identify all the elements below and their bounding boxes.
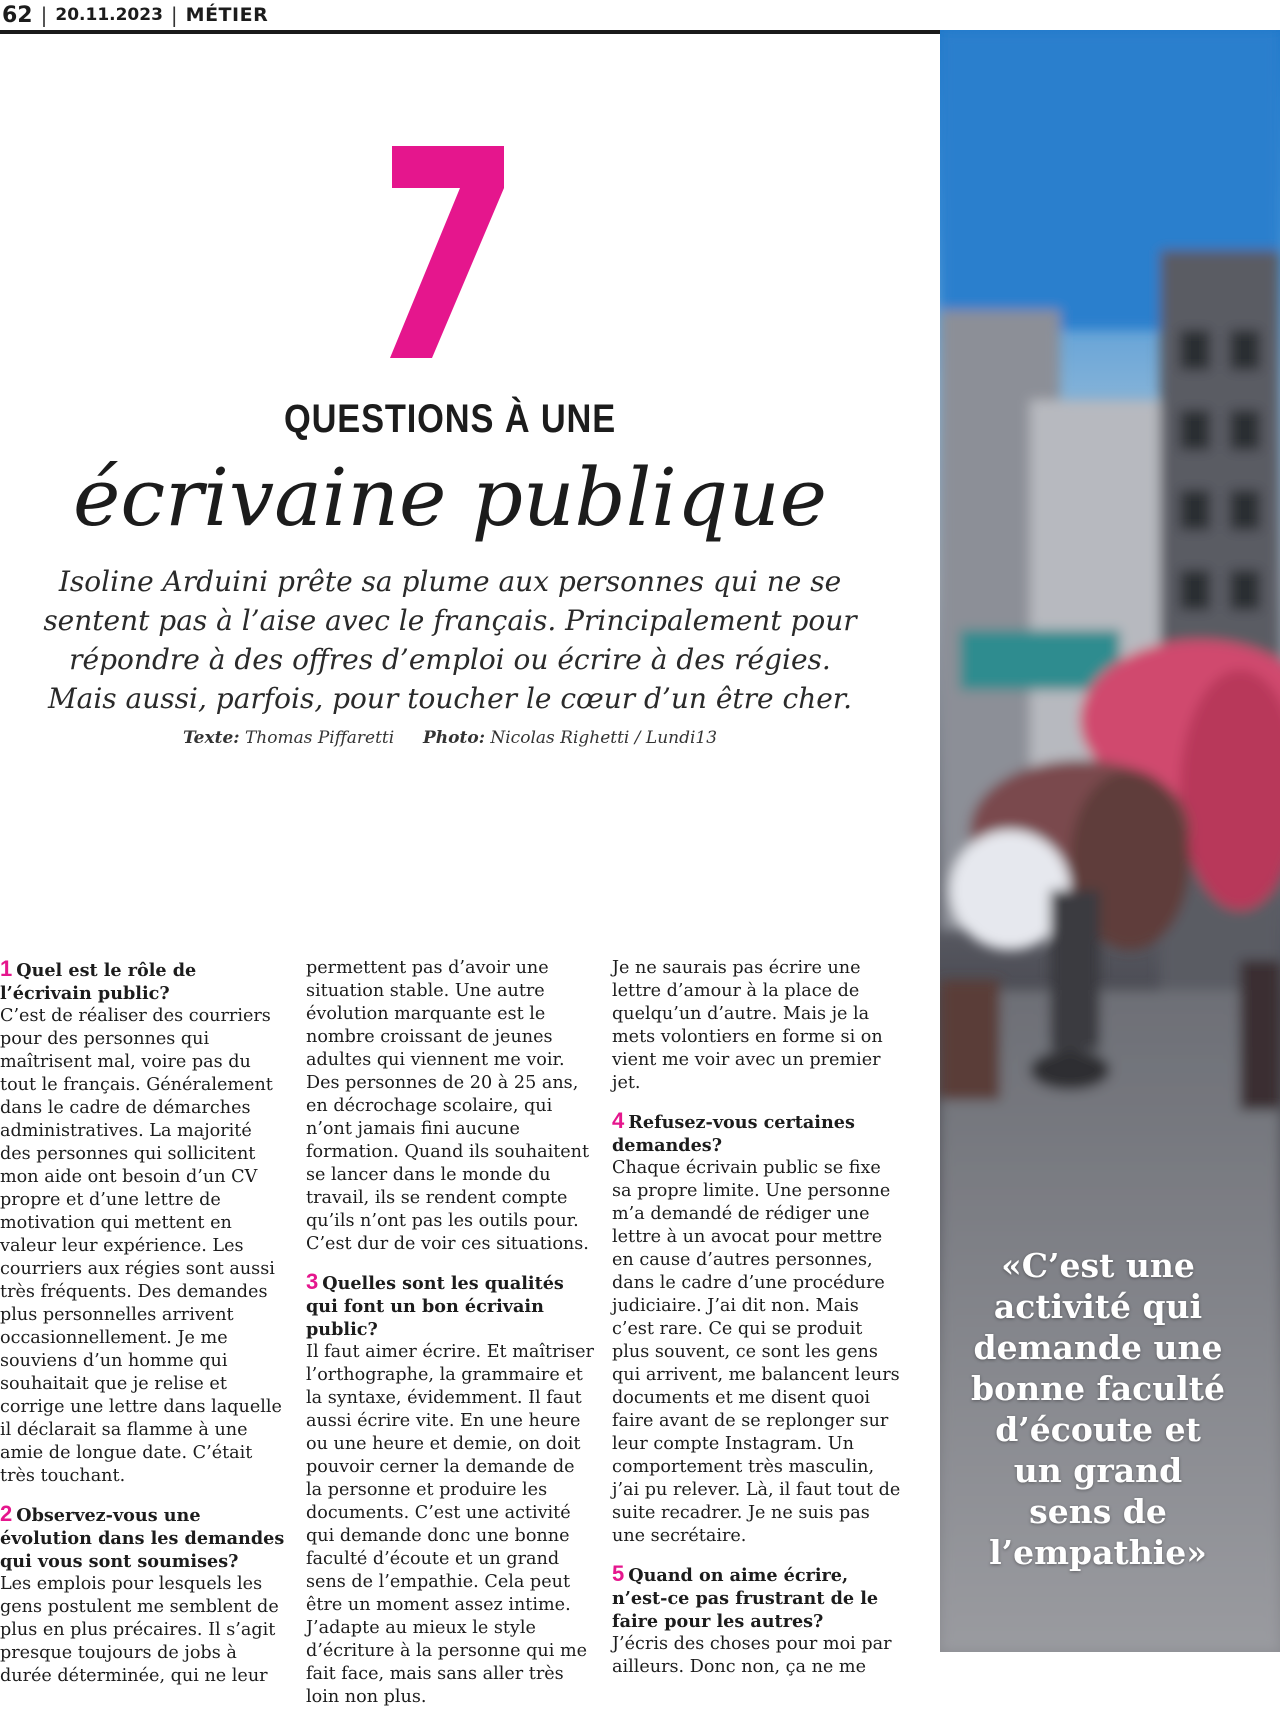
headline-title: écrivaine publique [73, 451, 827, 544]
answer-3: Il faut aimer écrire. Et maîtriser l’orthographe, la grammaire et la syntaxe, évidemment. Il faut aussi écrire vite. En une heure ou une heure et demie, on doit pouvoir cerner la demande de la personne et produire les documents. C’est une activité qui demande donc une bonne faculté d’écoute et un grand sens de l’empathie. Cela peut être un moment assez intime. J’adapte au mieux le style d’écriture à la personne qui me fait face, mais sans aller très loin non plus. [306, 1342, 594, 1707]
question-3 [306, 1270, 596, 1341]
answer-4: Chaque écrivain public se fixe sa propre limite. Une personne m’a demandé de rédiger une lettre à un avocat pour mettre en cause d’autres personnes, dans le cadre d’une procédure judiciaire. J’ai dit non. Mais c’est rare. Ce qui se produit plus souvent, ce sont les gens qui arrivent, me balancent leurs documents et me disent quoi faire avant de se replonger sur leur compte Instagram. Un comportement très masculin, j’ai pu relever. Là, il faut tout de suite recadrer. Je ne suis pas une secrétaire. [612, 1158, 901, 1546]
question-number: 4 [612, 1108, 625, 1133]
page-number: 62 [2, 2, 33, 28]
answer-5: J’écris des choses pour moi par ailleurs. Donc non, ça ne me [612, 1634, 892, 1677]
text-credit-author: Thomas Piffaretti [244, 728, 395, 748]
header-separator: | [40, 3, 48, 27]
question-4 [612, 1109, 902, 1157]
question-5 [612, 1562, 902, 1633]
running-header [0, 0, 942, 34]
answer-2-continued: permettent pas d’avoir une situation stable. Une autre évolution marquante est le nombre croissant de jeunes adultes qui viennent me voir. Des personnes de 20 à 25 ans, en décrochage scolaire, qui n’ont jamais fini aucune formation. Quand ils souhaitent se lancer dans le monde du travail, ils se rendent compte qu’ils n’ont pas les outils pour. C’est dur de voir ces situations. [306, 958, 590, 1254]
question-1 [0, 957, 285, 1005]
issue-date: 20.11.2023 [55, 5, 163, 25]
question-text: Observez-vous une évolution dans les demandes qui vous sont soumises? [0, 1505, 285, 1572]
number-seven-glyph [390, 146, 504, 358]
lead-paragraph: Isoline Arduini prête sa plume aux personnes qui ne se sentent pas à l’aise avec le français. Principalement pour répondre à des offres d’emploi ou écrire à des régies. Mais aussi, parfois, pour toucher le cœur d’un être cher. [43, 565, 857, 715]
headline-number [388, 128, 508, 376]
article-column-1 [0, 957, 285, 1688]
question-number: 3 [306, 1269, 319, 1294]
text-credit-label: Texte: [182, 728, 240, 748]
question-2 [0, 1502, 285, 1573]
answer-2: Les emplois pour lesquels les gens postulent me semblent de plus en plus précaires. Il s’agit presque toujours de jobs à durée déterminée, qui ne leur [0, 1574, 279, 1686]
question-text: Refusez-vous certaines demandes? [612, 1112, 855, 1156]
credits [0, 728, 900, 748]
question-text: Quelles sont les qualités qui font un bon écrivain public? [306, 1273, 564, 1340]
header-separator: | [170, 3, 178, 27]
section-rubric: MÉTIER [185, 4, 269, 26]
question-number: 2 [0, 1501, 13, 1526]
headline-kicker: QUESTIONS À UNE [283, 397, 617, 441]
question-number: 1 [0, 956, 13, 981]
article-column-2 [306, 957, 596, 1709]
question-text: Quand on aime écrire, n’est-ce pas frustrant de le faire pour les autres? [612, 1565, 879, 1632]
photo-credit-author: Nicolas Righetti / Lundi13 [490, 728, 718, 748]
pull-quote: «C’est une activité qui demande une bonne faculté d’écoute et un grand sens de l’empathie» [971, 1246, 1225, 1572]
answer-1: C’est de réaliser des courriers pour des personnes qui maîtrisent mal, voire pas du tout le français. Généralement dans le cadre de démarches administratives. La majorité des personnes qui sollicitent mon aide ont besoin d’un CV propre et d’une lettre de motivation qui mettent en valeur leur expérience. Les courriers aux régies sont aussi très fréquents. Des demandes plus personnelles arrivent occasionnellement. Je me souviens d’un homme qui souhaitait que je relise et corrige une lettre dans laquelle il déclarait sa flamme à une amie de longue date. C’était très touchant. [0, 1006, 282, 1486]
article-column-3 [612, 957, 902, 1679]
question-number: 5 [612, 1561, 625, 1586]
answer-3-continued: Je ne saurais pas écrire une lettre d’amour à la place de quelqu’un d’autre. Mais je la mets volontiers en forme si on vient me voir avec un premier jet. [612, 958, 883, 1093]
photo-credit-label: Photo: [423, 728, 485, 748]
question-text: Quel est le rôle de l’écrivain public? [0, 960, 197, 1004]
